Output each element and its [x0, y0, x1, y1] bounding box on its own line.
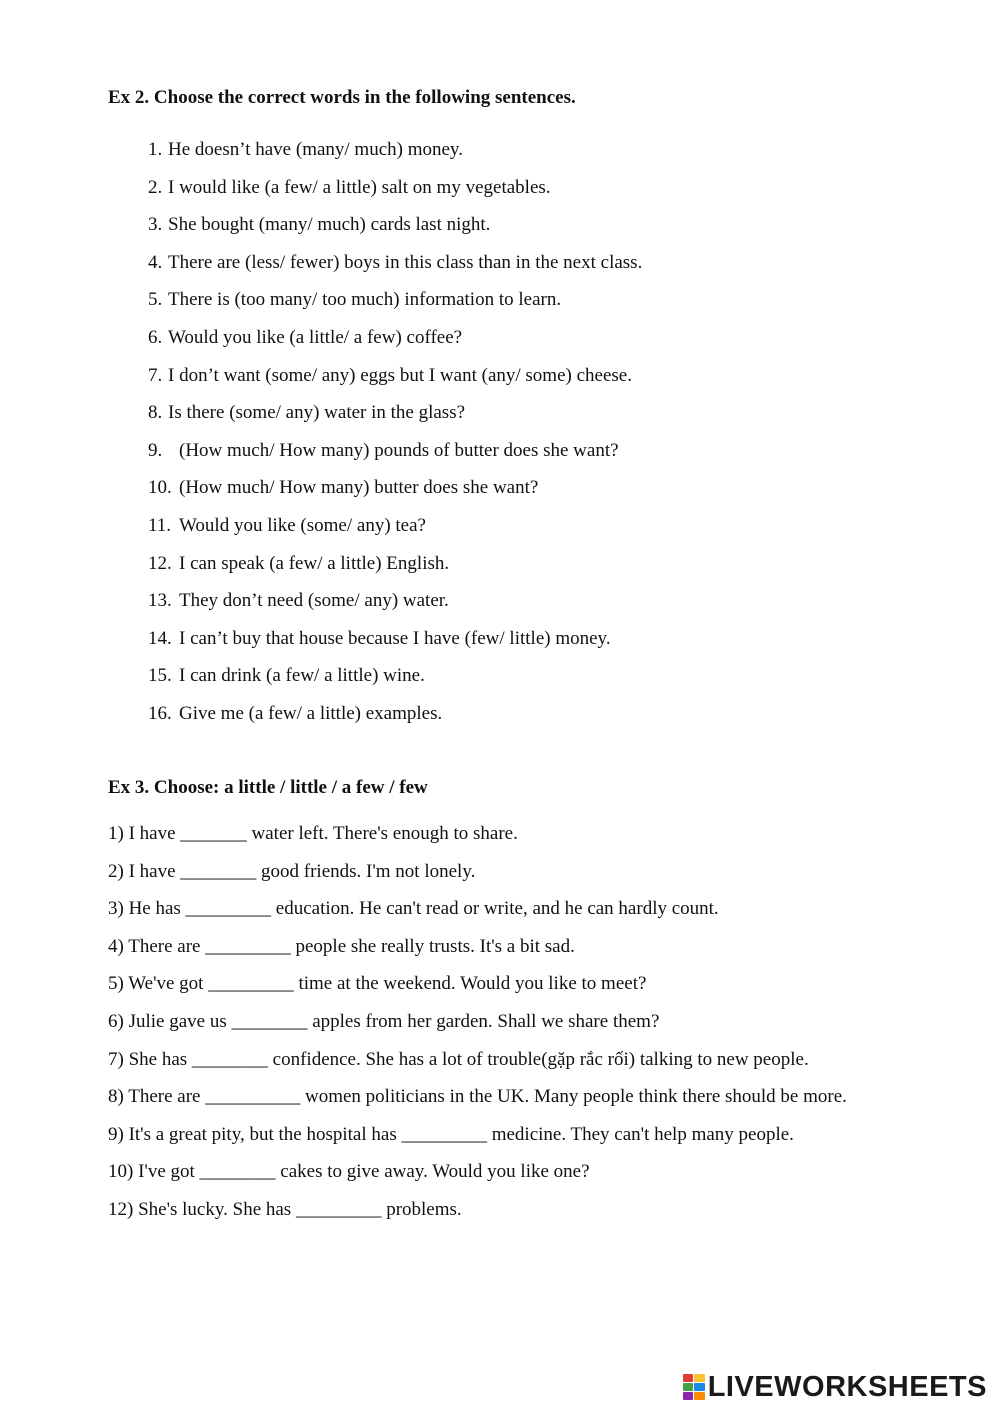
exercise-3-item: 8) There are __________ women politicians in the UK. Many people think there should be more.: [108, 1086, 847, 1108]
logo-tile: [683, 1383, 694, 1391]
item-number: 7.: [148, 364, 163, 386]
item-sentence: There are (less/ fewer) boys in this class than in the next class.: [168, 251, 643, 273]
exercise-2-item: [148, 627, 642, 665]
exercise-2-item: [148, 514, 642, 552]
item-number: 12.: [148, 552, 172, 574]
item-sentence: I can speak (a few/ a little) English.: [179, 552, 450, 574]
exercise-2-item: [148, 138, 642, 176]
exercise-2-item: [148, 251, 642, 289]
item-sentence: There is (too many/ too much) information to learn.: [168, 289, 562, 311]
item-sentence: Would you like (some/ any) tea?: [179, 514, 426, 536]
exercise-3-item: 10) I've got ________ cakes to give away. Would you like one?: [108, 1161, 590, 1183]
item-number: 2.: [148, 176, 163, 198]
item-number: 8.: [148, 402, 163, 424]
logo-tile: [683, 1392, 694, 1400]
exercise-2-item: [148, 439, 642, 477]
exercise-2-item: [148, 364, 642, 402]
item-sentence: (How much/ How many) pounds of butter does she want?: [179, 439, 619, 461]
exercise-3-item: 2) I have ________ good friends. I'm not lonely.: [108, 860, 476, 882]
liveworksheets-logo: [683, 1370, 987, 1404]
logo-tile: [694, 1392, 705, 1400]
item-number: 6.: [148, 326, 163, 348]
item-sentence: I would like (a few/ a little) salt on my vegetables.: [168, 176, 551, 198]
item-number: 13.: [148, 590, 172, 612]
exercise-3-item: 9) It's a great pity, but the hospital has _________ medicine. They can't help many people.: [108, 1123, 794, 1145]
exercise-2-item: [148, 552, 642, 590]
item-number: 10.: [148, 477, 172, 499]
item-sentence: They don’t need (some/ any) water.: [179, 590, 449, 612]
exercise-3-heading: Ex 3. Choose: a little / little / a few / few: [108, 777, 428, 798]
item-number: 14.: [148, 627, 172, 649]
logo-tile: [694, 1374, 705, 1382]
item-number: 4.: [148, 251, 163, 273]
item-sentence: He doesn’t have (many/ much) money.: [168, 139, 463, 160]
exercise-2-heading: Ex 2. Choose the correct words in the following sentences.: [108, 87, 576, 108]
logo-tile: [683, 1374, 694, 1382]
exercise-2-item: [148, 401, 642, 439]
item-number: 15.: [148, 665, 172, 687]
exercise-2-item: [148, 702, 642, 740]
exercise-3-list: [108, 815, 918, 1229]
exercise-2-item: [148, 213, 642, 251]
item-sentence: I can drink (a few/ a little) wine.: [179, 665, 425, 687]
liveworksheets-icon: [683, 1374, 705, 1400]
exercise-3-item: 5) We've got _________ time at the weekend. Would you like to meet?: [108, 973, 647, 995]
exercise-2-item: [148, 176, 642, 214]
exercise-3-item: 1) I have _______ water left. There's enough to share.: [108, 823, 518, 844]
item-number: 11.: [148, 514, 172, 536]
item-sentence: I don’t want (some/ any) eggs but I want (any/ some) cheese.: [168, 364, 632, 386]
exercise-3-item: 7) She has ________ confidence. She has a lot of trouble(gặp rắc rối) talking to new people.: [108, 1048, 809, 1070]
item-sentence: Is there (some/ any) water in the glass?: [168, 402, 466, 424]
logo-tile: [694, 1383, 705, 1391]
item-sentence: Would you like (a little/ a few) coffee?: [168, 326, 463, 348]
item-sentence: (How much/ How many) butter does she want?: [179, 477, 539, 499]
item-number: 5.: [148, 289, 163, 311]
exercise-3-item: 6) Julie gave us ________ apples from her garden. Shall we share them?: [108, 1010, 660, 1032]
exercise-3-item: 3) He has _________ education. He can't read or write, and he can hardly count.: [108, 898, 719, 920]
exercise-2-item: [148, 288, 642, 326]
exercise-2-item: [148, 664, 642, 702]
exercise-2-item: [148, 476, 642, 514]
exercise-3-item: 4) There are _________ people she really trusts. It's a bit sad.: [108, 935, 575, 957]
item-number: 3.: [148, 214, 163, 236]
item-number: 9.: [148, 439, 163, 461]
item-number: 1.: [148, 139, 163, 160]
item-number: 16.: [148, 702, 172, 724]
item-sentence: I can’t buy that house because I have (few/ little) money.: [179, 627, 611, 649]
exercise-2-list: [148, 138, 642, 740]
exercise-2-item: [148, 589, 642, 627]
item-sentence: Give me (a few/ a little) examples.: [179, 702, 443, 724]
exercise-3-item: 12) She's lucky. She has _________ problems.: [108, 1198, 462, 1220]
item-sentence: She bought (many/ much) cards last night.: [168, 214, 491, 236]
logo-text: LIVEWORKSHEETS: [707, 1370, 987, 1403]
exercise-2-item: [148, 326, 642, 364]
